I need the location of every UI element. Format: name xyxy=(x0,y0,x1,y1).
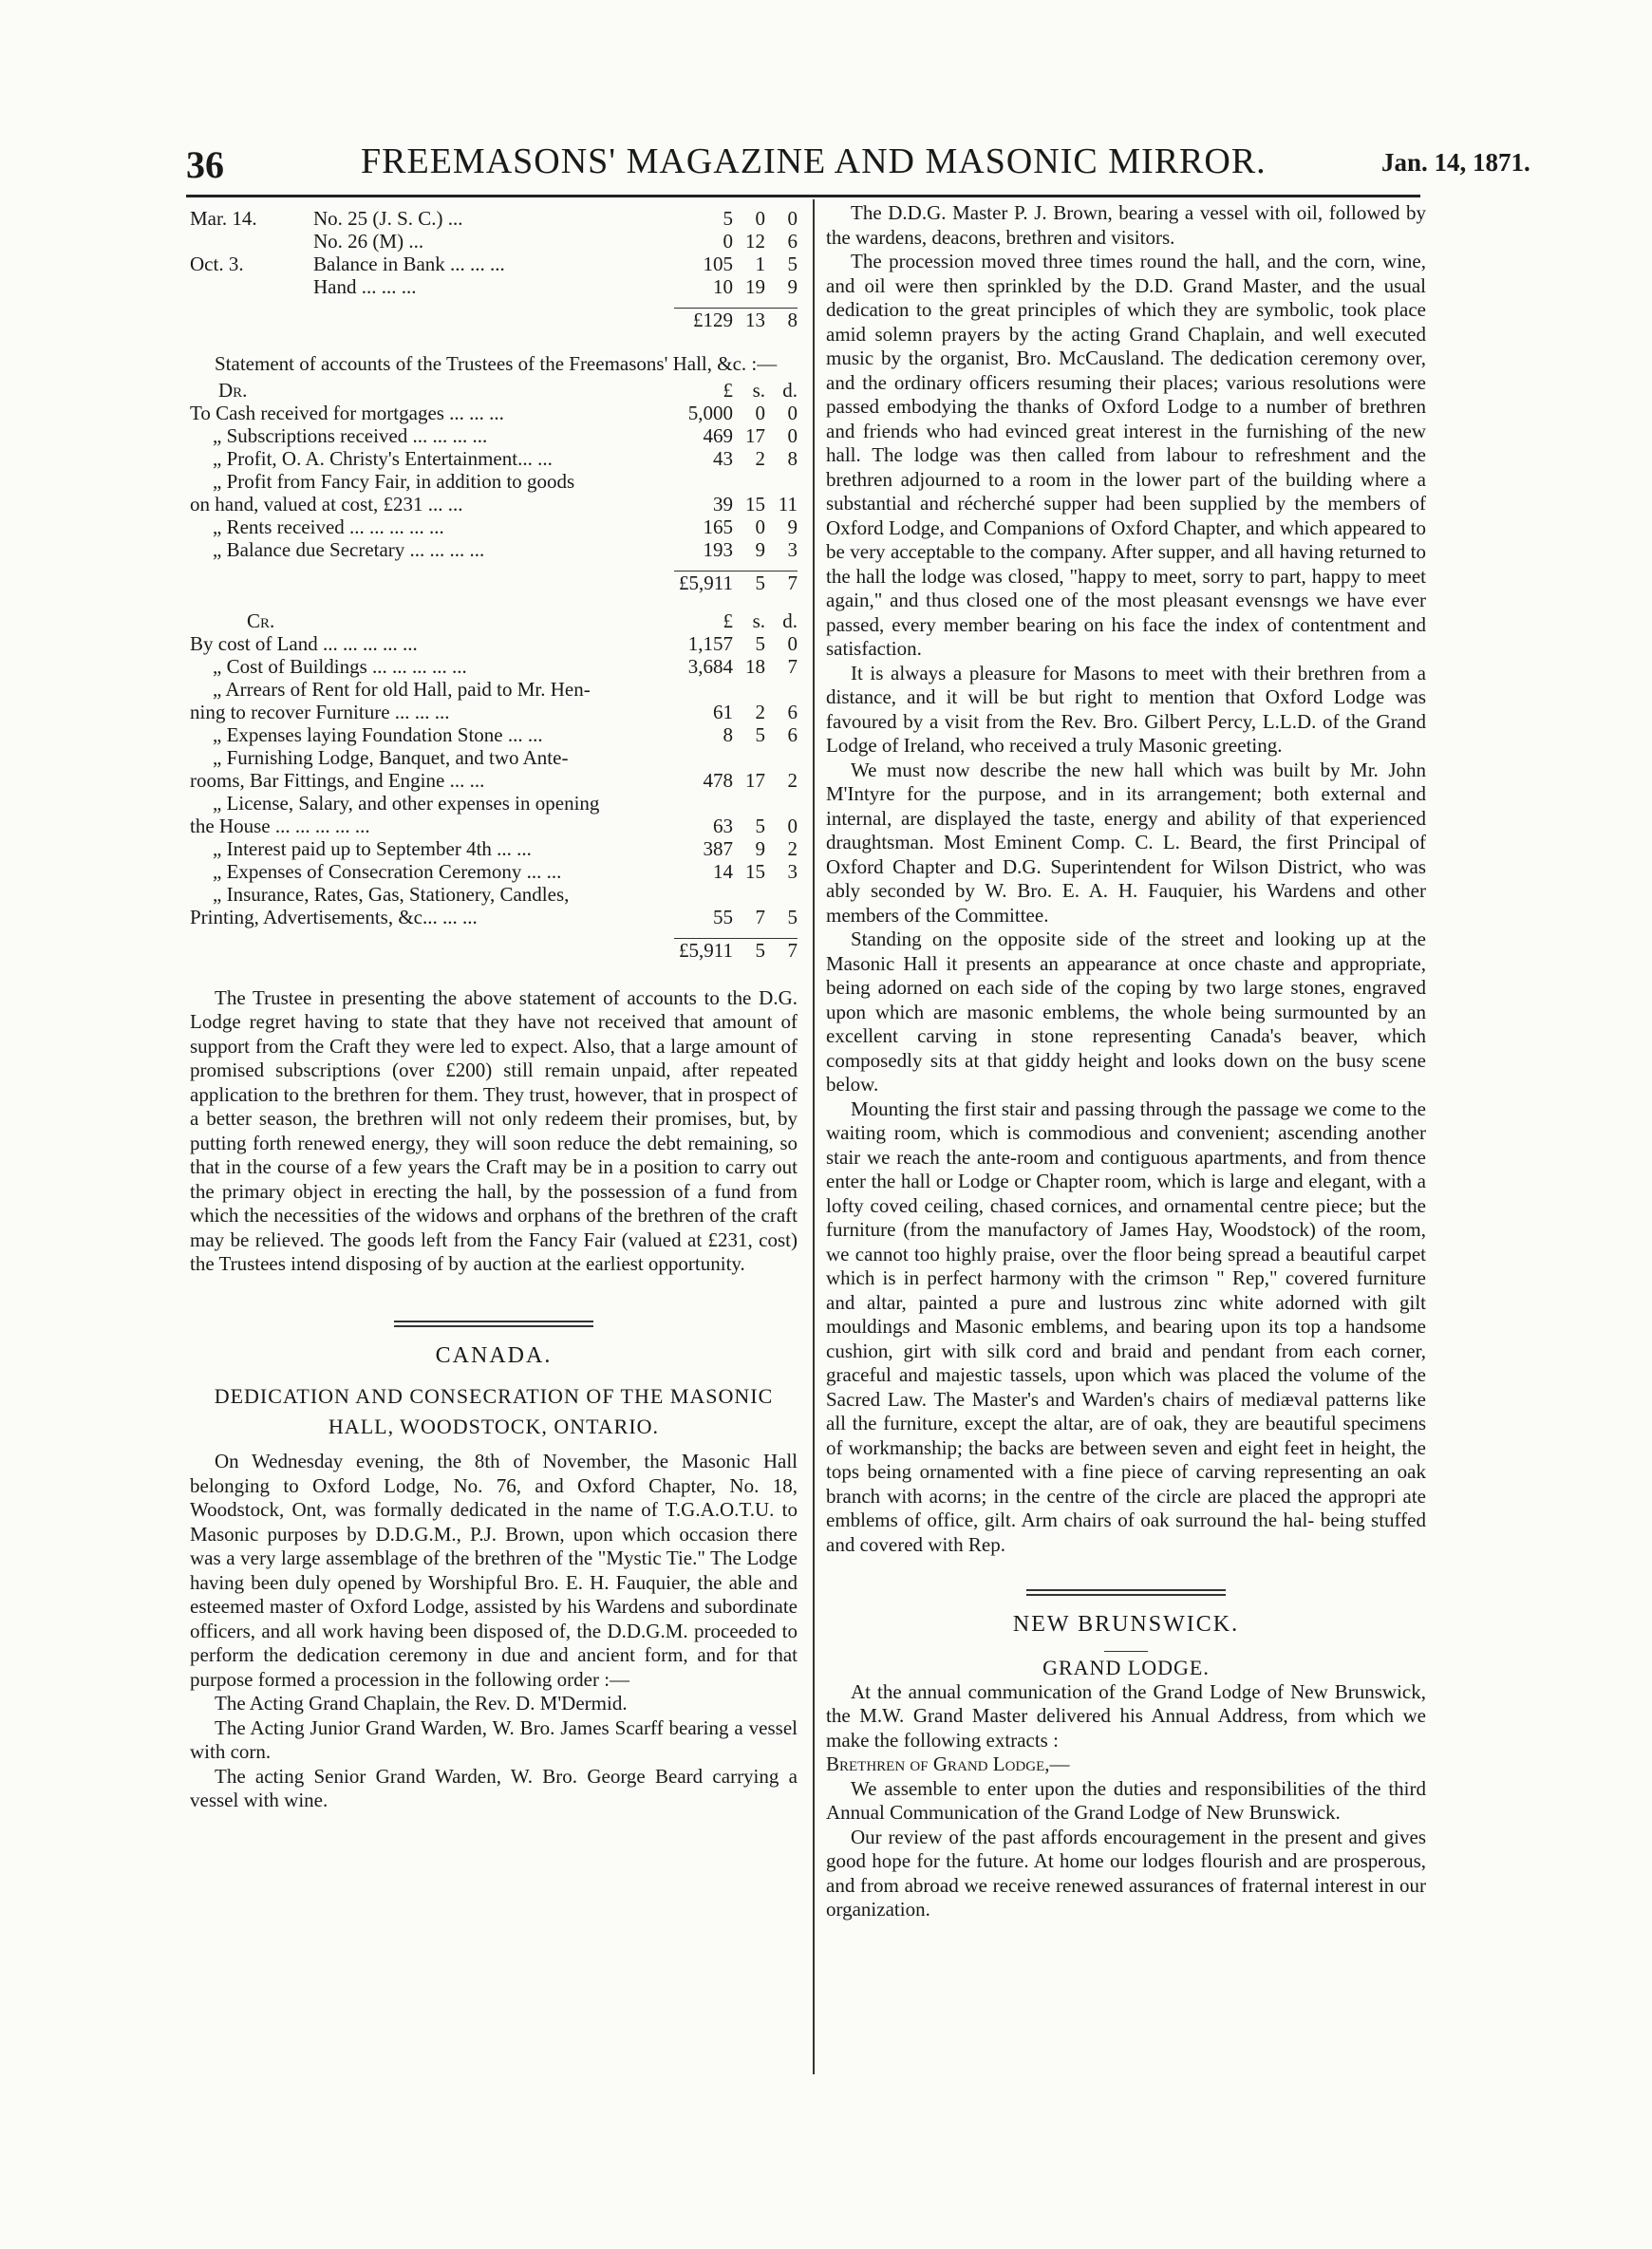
debit.rows-row xyxy=(190,538,798,561)
top_entries-row xyxy=(190,230,798,253)
total-d: 8 xyxy=(765,298,798,331)
entry-description: „ Profit, O. A. Christy's Entertainment... ... xyxy=(213,446,553,470)
credit-total-row xyxy=(190,928,798,962)
top-entries-table xyxy=(190,207,798,331)
amount-pence xyxy=(765,678,798,701)
amount-pounds: 5 xyxy=(723,207,733,230)
amount-pence: 3 xyxy=(787,537,798,561)
amount-pounds: 469 xyxy=(703,423,733,447)
amount-shillings: 5 xyxy=(755,814,765,837)
credit-table xyxy=(190,608,798,962)
debit.rows-row xyxy=(190,402,798,424)
amount-shillings: 5 xyxy=(755,722,765,746)
entry-description: „ License, Salary, and other expenses in opening xyxy=(213,791,600,815)
credit.rows-row xyxy=(190,655,798,678)
amount-shillings xyxy=(733,883,765,906)
amount-pence: 5 xyxy=(787,905,798,928)
credit.rows-row xyxy=(190,632,798,655)
amount-pence: 2 xyxy=(787,836,798,860)
grand-lodge-subheading: GRAND LODGE. xyxy=(1042,1655,1210,1679)
credit.rows-row xyxy=(190,860,798,883)
entry-date xyxy=(190,230,275,253)
entry-description: By cost of Land ... ... ... ... ... xyxy=(190,631,418,655)
canada-subheading: DEDICATION AND CONSECRATION OF THE MASONIC HALL, WOODSTOCK, ONTARIO. xyxy=(214,1384,774,1438)
amount-pence xyxy=(765,470,798,493)
canada-p2: The Acting Grand Chaplain, the Rev. D. M'Dermid. xyxy=(215,1692,628,1715)
credit.rows-row xyxy=(190,906,798,928)
total-s: 13 xyxy=(733,298,765,331)
amount-pounds: 3,684 xyxy=(687,654,733,678)
credit.rows-row xyxy=(190,746,798,769)
amount-pence xyxy=(765,883,798,906)
amount-shillings: 18 xyxy=(745,654,765,678)
amount-shillings xyxy=(733,792,765,815)
entry-description: ning to recover Furniture ... ... ... xyxy=(190,700,450,723)
amount-pence: 8 xyxy=(787,446,798,470)
amount-shillings: 2 xyxy=(755,700,765,723)
debit-total-row xyxy=(190,561,798,594)
amount-shillings: 5 xyxy=(755,631,765,655)
page-number: 36 xyxy=(186,143,224,186)
right-column xyxy=(826,201,1426,1922)
canada-p4: The acting Senior Grand Warden, W. Bro. George Beard carrying a vessel with wine. xyxy=(190,1764,798,1811)
trustee-paragraph: The Trustee in presenting the above statement of accounts to the D.G. Lodge regret having to state that they have not received that amount of support from the Craft they were led to expect. Also, that a large amount of promised subscriptions (over £200) still remain unpaid, after repeated application to the brethren for them. They trust, however, that in prospect of a better season, the brethren will not only redeem their promises, but, by putting forth renewed energy, they will soon reduce the debt remaining, so that in the course of a few years the Craft may be in a position to carry out the primary object in erecting the hall, by the possession of a fund from which the necessities of the widows and orphans of the brethren of the craft may be relieved. The goods left from the Fancy Fair (valued at £231, cost) the Trustees intend disposing of by auction at the earliest opportunity. xyxy=(190,985,798,1275)
header-rule xyxy=(186,195,1420,197)
debit-header xyxy=(190,377,798,402)
amount-pounds: 14 xyxy=(713,859,733,883)
entry-description: „ Arrears of Rent for old Hall, paid to Mr. Hen- xyxy=(213,677,591,701)
amount-pounds: 63 xyxy=(713,814,733,837)
nb-p3: Our review of the past affords encouragement in the present and gives good hope for the future. At home our lodges flourish and are prosperous, and from abroad we receive renewed assurances of fraternal interest in our organization. xyxy=(826,1825,1426,1921)
col-pence: d. xyxy=(782,609,798,632)
amount-shillings: 15 xyxy=(745,859,765,883)
canada-heading: CANADA. xyxy=(435,1342,553,1368)
entry-description: „ Profit from Fancy Fair, in addition to goods xyxy=(213,469,575,493)
top_entries-row xyxy=(190,253,798,275)
masthead-title: FREEMASONS' MAGAZINE AND MASONIC MIRROR. xyxy=(361,141,1267,181)
amount-pounds: 165 xyxy=(703,515,733,538)
canada-p8: We must now describe the new hall which was built by Mr. John M'Intyre for the purpose, and in its arrangement; both external and internal, are displayed the taste, energy and ability of that experienced draughtsman. Most Eminent Comp. C. L. Beard, the first Principal of Oxford Chapter and D.G. Superintendent for Wilson District, who was ably seconded by W. Bro. E. A. H. Fauquier, his Wardens and other members of the Committee. xyxy=(826,758,1426,927)
short-rule xyxy=(1104,1651,1148,1652)
credit.rows-row xyxy=(190,815,798,837)
entry-description: „ Furnishing Lodge, Banquet, and two Ante- xyxy=(213,745,569,769)
credit-label: Cr. xyxy=(247,609,275,632)
trustees-intro: Statement of accounts of the Trustees of the Freemasons' Hall, &c. :— xyxy=(215,352,778,375)
nb-salutation: Brethren of Grand Lodge,— xyxy=(826,1752,1070,1775)
canada-p7: It is always a pleasure for Masons to meet with their brethren from a distance, and it will be but right to mention that Oxford Lodge was favoured by a visit from the Rev. Bro. Gilbert Percy, L.L.D. of the Grand Lodge of Ireland, who received a truly Masonic greeting. xyxy=(826,661,1426,757)
col-pounds: £ xyxy=(723,609,733,632)
amount-pence: 0 xyxy=(787,423,798,447)
entry-description: No. 26 (M) ... xyxy=(313,230,424,253)
canada-p3: The Acting Junior Grand Warden, W. Bro. James Scarff bearing a vessel with corn. xyxy=(190,1715,798,1763)
amount-pounds: 43 xyxy=(713,446,733,470)
amount-pounds: 387 xyxy=(703,836,733,860)
amount-pounds: 1,157 xyxy=(687,631,733,655)
amount-pence xyxy=(765,792,798,815)
amount-pounds: 61 xyxy=(713,700,733,723)
amount-pence: 6 xyxy=(787,230,798,253)
amount-pounds xyxy=(674,470,733,493)
entry-description: the House ... ... ... ... ... xyxy=(190,814,370,837)
top_entries-row xyxy=(190,207,798,230)
credit-total-s: 5 xyxy=(755,938,765,962)
amount-shillings: 19 xyxy=(745,275,765,298)
credit-total-l: £5,911 xyxy=(679,938,733,962)
amount-shillings xyxy=(733,746,765,769)
amount-pence: 7 xyxy=(787,654,798,678)
total-l: £129 xyxy=(674,298,733,331)
column-divider xyxy=(813,199,815,2074)
amount-pence xyxy=(765,746,798,769)
amount-pence: 6 xyxy=(787,700,798,723)
amount-pounds: 105 xyxy=(703,253,733,275)
entry-date: Mar. 14. xyxy=(190,207,257,230)
canada-p10: Mounting the first stair and passing through the passage we come to the waiting room, which is commodious and convenient; ascending another stair we reach the ante-room and contiguous apartments, and from thence enter the hall or Lodge or Chapter room, which is large and elegant, with a lofty coved ceiling, chased cornices, and ornamental centre piece; but the furniture (from the manufactory of James Hay, Woodstock) of the room, we cannot too highly praise, over the floor being spread a beautiful carpet which is in perfect harmony with the crimson " Rep," covered furniture and altar, painted a pure and lustrous zinc white adorned with gilt mouldings and Masonic emblems, and bearing upon its top a handsome cushion, girt with silk cord and braid and pendant from each corner, graceful and majestic tassels, upon which was placed the volume of the Sacred Law. The Master's and Warden's chairs of mediæval patterns like all the furniture, except the altar, are of oak, they are beautiful specimens of workmanship; the backs are between seven and eight feet in height, the tops being ornamented with a fine piece of carving representing an oak branch with acorns; in the centre of the circle are placed the appropri ate emblems of office, gilt. Arm chairs of oak surround the hal- being stuffed and covered with Rep. xyxy=(826,1096,1426,1556)
debit-total-l: £5,911 xyxy=(679,571,733,594)
amount-pence: 3 xyxy=(787,859,798,883)
entry-description: „ Expenses of Consecration Ceremony ... ... xyxy=(213,859,562,883)
amount-pence: 0 xyxy=(787,401,798,424)
amount-pounds: 0 xyxy=(723,230,733,253)
entry-description: Printing, Advertisements, &c... ... ... xyxy=(190,905,478,928)
amount-shillings xyxy=(733,470,765,493)
issue-date: Jan. 14, 1871. xyxy=(1381,148,1530,177)
amount-shillings: 7 xyxy=(755,905,765,928)
amount-pence: 9 xyxy=(787,515,798,538)
amount-pounds xyxy=(674,792,733,815)
debit-label: Dr. xyxy=(218,378,248,402)
amount-shillings: 9 xyxy=(755,836,765,860)
col-shillings: s. xyxy=(752,378,765,402)
entry-description: on hand, valued at cost, £231 ... ... xyxy=(190,492,463,515)
entry-description: „ Interest paid up to September 4th ... ... xyxy=(213,836,532,860)
amount-pounds: 39 xyxy=(713,492,733,515)
canada-p5: The D.D.G. Master P. J. Brown, bearing a vessel with oil, followed by the wardens, deacons, brethren and visitors. xyxy=(826,201,1426,249)
debit-total-s: 5 xyxy=(755,571,765,594)
credit-header xyxy=(190,608,798,632)
amount-pounds: 478 xyxy=(703,768,733,792)
amount-shillings: 0 xyxy=(755,401,765,424)
entry-description: Hand ... ... ... xyxy=(313,275,417,298)
amount-pence: 9 xyxy=(787,275,798,298)
debit.rows-row xyxy=(190,493,798,515)
credit.rows-row xyxy=(190,678,798,701)
entry-date: Oct. 3. xyxy=(190,253,244,275)
credit.rows-row xyxy=(190,837,798,860)
entry-description: No. 25 (J. S. C.) ... xyxy=(313,207,463,230)
entry-description: „ Cost of Buildings ... ... ... ... ... xyxy=(213,654,467,678)
left-column xyxy=(190,201,798,1813)
amount-pence: 2 xyxy=(787,768,798,792)
amount-shillings xyxy=(733,678,765,701)
credit.rows-row xyxy=(190,701,798,723)
amount-pence: 0 xyxy=(787,631,798,655)
entry-description: „ Rents received ... ... ... ... ... xyxy=(213,515,444,538)
amount-pounds: 193 xyxy=(703,537,733,561)
entry-description: rooms, Bar Fittings, and Engine ... ... xyxy=(190,768,485,792)
amount-shillings: 9 xyxy=(755,537,765,561)
entry-description: To Cash received for mortgages ... ... ... xyxy=(190,401,504,424)
amount-pounds: 55 xyxy=(713,905,733,928)
amount-pounds: 5,000 xyxy=(687,401,733,424)
credit.rows-row xyxy=(190,792,798,815)
debit.rows-row xyxy=(190,424,798,447)
new-brunswick-heading: NEW BRUNSWICK. xyxy=(1012,1612,1240,1637)
amount-pence: 6 xyxy=(787,722,798,746)
amount-pounds: 8 xyxy=(723,722,733,746)
amount-pounds xyxy=(674,678,733,701)
amount-shillings: 0 xyxy=(755,515,765,538)
canada-p1: On Wednesday evening, the 8th of November, the Masonic Hall belonging to Oxford Lodge, No. 76, and Oxford Chapter, No. 18, Woodstock, Ont, was formally dedicated in the name of T.G.A.O.T.U. to Masonic purposes by D.D.G.M., P.J. Brown, upon which occasion there was a very large assemblage of the brethren of the "Mystic Tie." The Lodge having been duly opened by Worshipful Bro. E. H. Fauquier, the able and esteemed master of Oxford Lodge, assisted by his Wardens and subordinate officers, and all work having been disposed of, the D.D.G.M. proceeded to perform the dedication ceremony in due and ancient form, and for that purpose formed a procession in the following order :— xyxy=(190,1450,798,1691)
canada-p9: Standing on the opposite side of the street and looking up at the Masonic Hall it presents an appearance at once chaste and appropriate, being adorned on each side of the coping by two large stones, engraved upon which are masonic emblems, the whole being surmounted by an excellent carving in stone representing Canada's beaver, which composedly sits at that giddy height and looks down on the busy scene below. xyxy=(826,928,1426,1096)
col-shillings: s. xyxy=(752,609,765,632)
credit.rows-row xyxy=(190,723,798,746)
amount-shillings: 17 xyxy=(745,423,765,447)
amount-shillings: 15 xyxy=(745,492,765,515)
amount-pence: 5 xyxy=(787,253,798,275)
entry-description: „ Subscriptions received ... ... ... ... xyxy=(213,423,488,447)
entry-date xyxy=(190,275,275,298)
amount-shillings: 1 xyxy=(755,253,765,275)
amount-shillings: 0 xyxy=(755,207,765,230)
canada-p6: The procession moved three times round the hall, and the corn, wine, and oil were then sprinkled by the D.D. Grand Master, and the usual dedication to the great principles of which they are symbolic, took place amid solemn prayers by the acting Grand Chaplain, and well executed music by the organist, Bro. McCausland. The dedication ceremony over, and the ordinary officers resuming their places; various resolutions were passed embodying the thanks of Oxford Lodge to a number of brethren and friends who had evinced great interest in the furnishing of the new hall. The lodge was then called from labour to refreshment and the brethren adjourned to a room in the lower part of the building where a substantial and récherché supper had been supplied by the members of Oxford Lodge, and Companions of Oxford Chapter, and which appeared to be very acceptable to the company. After supper, and all having returned to the hall the lodge was closed, "happy to meet, sorry to part, happy to meet again," and thus closed one of the most pleasant evensngs we have ever passed, every member bearing on his face the index of contentment and satisfaction. xyxy=(826,250,1426,660)
col-pence: d. xyxy=(782,378,798,402)
credit.rows-row xyxy=(190,769,798,792)
credit-total-d: 7 xyxy=(787,938,798,962)
nb-p1: At the annual communication of the Grand Lodge of New Brunswick, the M.W. Grand Master delivered his Annual Address, from which we make the following extracts : xyxy=(826,1679,1426,1752)
amount-shillings: 2 xyxy=(755,446,765,470)
credit.rows-row xyxy=(190,883,798,906)
section-separator xyxy=(394,1321,593,1327)
col-pounds: £ xyxy=(723,378,733,402)
amount-pounds: 10 xyxy=(713,275,733,298)
amount-pounds xyxy=(674,746,733,769)
debit-table xyxy=(190,377,798,594)
entry-description: Balance in Bank ... ... ... xyxy=(313,253,505,275)
nb-p2: We assemble to enter upon the duties and responsibilities of the third Annual Communication of the Grand Lodge of New Brunswick. xyxy=(826,1776,1426,1824)
debit.rows-row xyxy=(190,515,798,538)
entry-description: „ Balance due Secretary ... ... ... ... xyxy=(213,537,485,561)
entry-description: „ Expenses laying Foundation Stone ... ... xyxy=(213,722,543,746)
debit-total-d: 7 xyxy=(787,571,798,594)
debit.rows-row xyxy=(190,447,798,470)
entry-description: „ Insurance, Rates, Gas, Stationery, Candles, xyxy=(213,882,570,906)
top_entries-row xyxy=(190,275,798,298)
debit.rows-row xyxy=(190,470,798,493)
amount-pence: 0 xyxy=(787,207,798,230)
amount-pence: 0 xyxy=(787,814,798,837)
amount-pounds xyxy=(674,883,733,906)
amount-shillings: 12 xyxy=(745,230,765,253)
section-separator xyxy=(1026,1589,1226,1596)
top-total-row xyxy=(190,298,798,331)
amount-pence: 11 xyxy=(778,492,798,515)
amount-shillings: 17 xyxy=(745,768,765,792)
